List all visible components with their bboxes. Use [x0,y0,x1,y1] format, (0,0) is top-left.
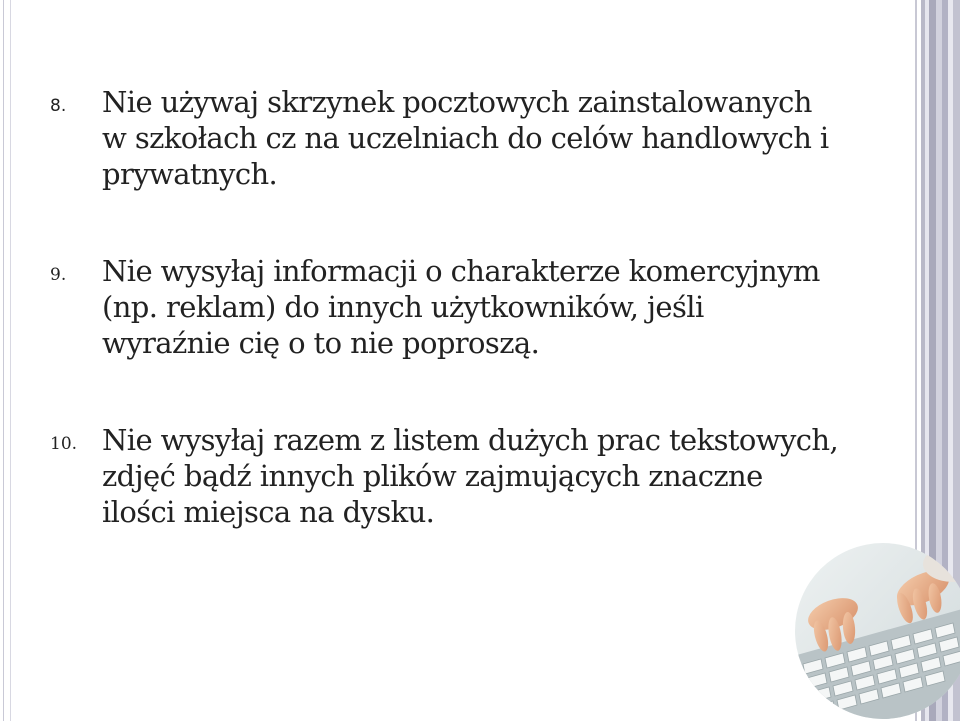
left-border-line [3,0,4,721]
list-item-text: Nie wysyłaj razem z listem dużych prac tekstowych, zdjęć bądź innych plików zajmujących znaczne ilości miejsca na dysku. [102,423,839,529]
list-item-9 [50,253,840,361]
left-border-line-inner [10,0,11,721]
list-item-text: Nie używaj skrzynek pocztowych zainstalowanych w szkołach cz na uczelniach do celów handlowych i prywatnych. [102,85,829,191]
list-item-number: 8. [50,96,67,116]
list-item-10 [50,422,840,530]
list-item-number: 10. [50,434,78,454]
hands-on-keyboard-photo [793,536,960,721]
list-item-text: Nie wysyłaj informacji o charakterze komercyjnym (np. reklam) do innych użytkowników, jeśli wyraźnie cię o to nie poproszą. [102,254,820,360]
list-item-8 [50,84,840,192]
list-item-number: 9. [50,265,67,285]
